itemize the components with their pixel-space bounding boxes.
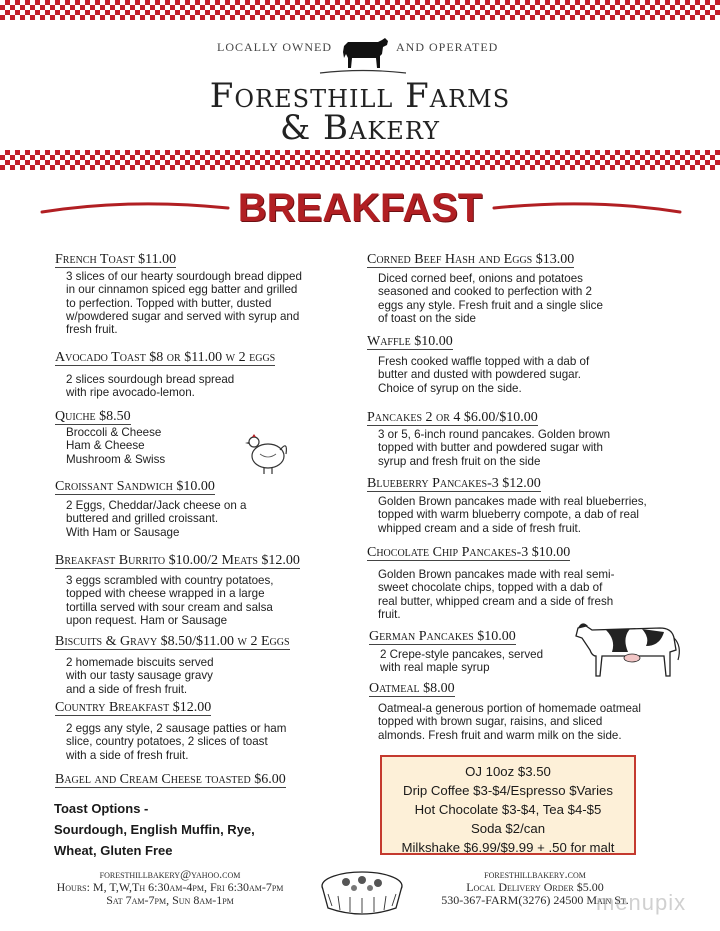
toast-options-line: Wheat, Gluten Free <box>54 843 173 858</box>
farm-name-line1: Foresthill Farms <box>209 76 511 116</box>
toast-options-line: Sourdough, English Muffin, Rye, <box>54 822 255 837</box>
menu-item-title: Croissant Sandwich $10.00 <box>55 479 215 494</box>
toast-options-heading: Toast Options - <box>54 801 149 816</box>
cow-illustration-icon <box>572 616 684 680</box>
menu-item-desc: 2 homemade biscuits served with our tasty sausage gravy and a side of fresh fruit. <box>66 656 214 696</box>
menu-item-desc: 2 Eggs, Cheddar/Jack cheese on a buttered and grilled croissant. With Ham or Sausage <box>66 499 247 539</box>
menu-item-desc: 2 slices sourdough bread spread with ripe avocado-lemon. <box>66 373 235 400</box>
drink-item: Milkshake $6.99/$9.99 + .50 for malt <box>401 840 615 855</box>
menu-item-title: Breakfast Burrito $10.00/2 Meats $12.00 <box>55 553 300 568</box>
menu-item-title: Quiche $8.50 <box>55 409 131 424</box>
menu-item-desc: Golden Brown pancakes made with real blueberries, topped with warm blueberry compote, a dab of real whipped cream and a side of fresh fruit. <box>378 495 647 535</box>
toast-options <box>54 798 255 861</box>
menu-item-desc: Diced corned beef, onions and potatoes seasoned and cooked to perfection with 2 eggs any style. Fresh fruit and a single slice of toast on the side <box>378 272 603 325</box>
farm-name-line2: & Bakery <box>279 108 440 148</box>
cow-logo-icon <box>338 32 390 72</box>
menu-item-title: Bagel and Cream Cheese toasted $6.00 <box>55 772 286 787</box>
drink-item: OJ 10oz $3.50 <box>465 764 551 779</box>
drink-item: Hot Chocolate $3-$4, Tea $4-$5 <box>414 802 602 817</box>
menu-item-desc: 3 slices of our hearty sourdough bread dipped in our cinnamon spiced egg batter and grilled to perfection. Topped with butter, dusted w/powdered sugar and served with syrup and fresh fruit. <box>66 270 302 337</box>
menu-item-desc: Fresh cooked waffle topped with a dab of butter and dusted with powdered sugar. Choice of syrup on the side. <box>378 355 590 395</box>
menu-item-title: Pancakes 2 or 4 $6.00/$10.00 <box>367 410 538 425</box>
drink-item: Drip Coffee $3-$4/Espresso $Varies <box>403 783 613 798</box>
footer-delivery: Local Delivery Order $5.00 <box>466 880 604 894</box>
menu-item-title: Corned Beef Hash and Eggs $13.00 <box>367 252 575 267</box>
section-title-breakfast: BREAKFAST <box>237 186 483 230</box>
footer-hours: Hours: M, T,W,Th 6:30am-4pm, Fri 6:30am-7pm <box>56 880 284 894</box>
top-checker-border <box>0 0 720 20</box>
menu-item-title: Oatmeal $8.00 <box>369 681 455 696</box>
drink-item: Soda $2/can <box>470 821 546 836</box>
tagline-right: AND OPERATED <box>396 40 499 54</box>
footer-website[interactable]: foresthillbakery.com <box>484 867 586 881</box>
menupix-watermark: menupix <box>596 890 687 915</box>
menu-item-title: Blueberry Pancakes-3 $12.00 <box>367 476 541 491</box>
menu-item-desc: 2 Crepe-style pancakes, served with real maple syrup <box>380 648 544 675</box>
menu-item-title: German Pancakes $10.00 <box>369 629 516 644</box>
title-swash-right <box>492 200 682 216</box>
menu-item-title: French Toast $11.00 <box>55 252 177 267</box>
menu-item-desc: 3 or 5, 6-inch round pancakes. Golden brown topped with butter and powdered sugar with syrup and fresh fruit on the side <box>378 428 611 468</box>
menu-item-desc: 3 eggs scrambled with country potatoes, topped with cheese wrapped in a large tortilla served with sour cream and salsa upon request. Ham or Sausage <box>66 574 274 627</box>
footer-contact-left <box>20 868 320 907</box>
pie-illustration-icon <box>316 866 408 918</box>
footer-hours-weekend: Sat 7am-7pm, Sun 8am-1pm <box>106 893 234 907</box>
footer-phone-address: 530-367-FARM(3276) 24500 Main St. <box>441 893 629 907</box>
tagline-left: LOCALLY OWNED <box>217 40 332 54</box>
menu-item-title: Chocolate Chip Pancakes-3 $10.00 <box>367 545 571 560</box>
menu-item-title: Biscuits & Gravy $8.50/$11.00 w 2 Eggs <box>55 634 290 649</box>
menu-item-desc: 2 eggs any style, 2 sausage patties or ham slice, country potatoes, 2 slices of toast with a side of fresh fruit. <box>66 722 287 762</box>
menu-item-desc: Broccoli & Cheese Ham & Cheese Mushroom & Swiss <box>66 426 166 466</box>
menu-item-title: Waffle $10.00 <box>367 334 453 349</box>
chicken-illustration-icon <box>242 428 292 476</box>
menu-item-desc: Golden Brown pancakes made with real semi- sweet chocolate chips, topped with a dab of real butter, whipped cream and a side of fresh fruit. <box>378 568 615 621</box>
menu-item-title: Avocado Toast $8 or $11.00 w 2 eggs <box>55 350 276 365</box>
drinks-box <box>380 755 636 855</box>
menu-item-desc: Oatmeal-a generous portion of homemade oatmeal topped with brown sugar, raisins, and sliced almonds. Fresh fruit and warm milk on the side. <box>378 702 641 742</box>
middle-checker-border <box>0 150 720 170</box>
footer-email[interactable]: foresthillbakery@yahoo.com <box>99 867 241 881</box>
menu-item-title: Country Breakfast $12.00 <box>55 700 212 715</box>
